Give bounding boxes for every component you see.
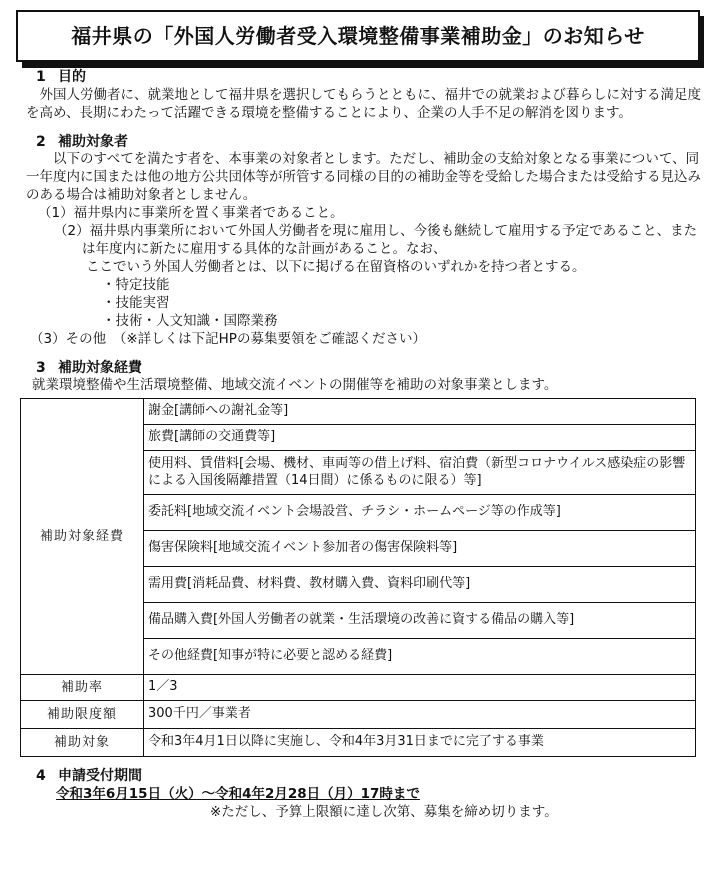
expense-item: 謝金[講師への謝礼金等] xyxy=(144,399,696,425)
limit-value: 300千円／事業者 xyxy=(144,701,696,729)
expense-label-cell: 補助対象経費 xyxy=(21,399,144,675)
condition-item-2: （2）福井県内事業所において外国人労働者を現に雇用し、今後も継続して雇用する予定であること、または年度内に新たに雇用する具体的な計画があること。なお、 xyxy=(54,222,698,257)
section-number: 2 xyxy=(36,133,46,150)
expense-item: 需用費[消耗品費、材料費、教材購入費、資料印刷代等] xyxy=(144,567,696,603)
expense-item: その他経費[知事が特に必要と認める経費] xyxy=(144,639,696,675)
title-banner xyxy=(16,10,700,62)
expense-item: 使用料、賃借料[会場、機材、車両等の借上げ料、宿泊費（新型コロナウイルス感染症の影響による入国後隔離措置（14日間）に係るものに限る）等] xyxy=(144,451,696,495)
section-text: 就業環境整備や生活環境整備、地域交流イベントの開催等を補助の対象事業とします。 xyxy=(32,377,558,394)
expense-item: 委託料[地域交流イベント会場設営、チラシ・ホームページ等の作成等] xyxy=(144,495,696,531)
expense-item: 傷害保険料[地域交流イベント参加者の傷害保険料等] xyxy=(144,531,696,567)
table-row xyxy=(21,701,696,729)
document-body xyxy=(26,68,702,832)
expense-item: 旅費[講師の交通費等] xyxy=(144,425,696,451)
section-heading xyxy=(26,767,702,786)
section-application-period xyxy=(26,767,702,822)
residence-status-item: ・技術・人文知識・国際業務 xyxy=(102,312,278,329)
section-expenses xyxy=(26,359,702,758)
condition-item-2-note: ここでいう外国人労働者とは、以下に掲げる在留資格のいずれかを持つ者とする。 xyxy=(86,258,586,275)
target-value: 令和3年4月1日以降に実施し、令和4年3月31日までに完了する事業 xyxy=(144,729,696,757)
section-title: 目的 xyxy=(58,69,86,85)
condition-item-1: （1）福井県内に事業所を置く事業者であること。 xyxy=(38,204,344,221)
rate-label: 補助率 xyxy=(21,675,144,701)
section-heading xyxy=(26,68,702,87)
section-heading xyxy=(26,359,702,378)
section-number: 3 xyxy=(36,359,46,376)
section-number: 1 xyxy=(36,69,46,85)
section-title: 申請受付期間 xyxy=(58,768,142,785)
section-title: 補助対象者 xyxy=(58,133,128,150)
section-number: 4 xyxy=(36,768,46,785)
table-row xyxy=(21,399,696,425)
application-period: 令和3年6月15日（火）～令和4年2月28日（月）17時まで xyxy=(56,785,420,802)
condition-item-3: （3）その他 （※詳しくは下記HPの募集要領をご確認ください） xyxy=(30,330,426,347)
residence-status-item: ・特定技能 xyxy=(102,276,170,293)
limit-label: 補助限度額 xyxy=(21,701,144,729)
section-text: 外国人労働者に、就業地として福井県を選択してもらうとともに、福井での就業および暮らしに対する満足度を高め、長期にわたって活躍できる環境を整備することにより、企業の人手不足の解消を図ります。 xyxy=(26,86,701,121)
deadline-note: ※ただし、予算上限額に達し次第、募集を締め切ります。 xyxy=(210,803,558,820)
section-text: 以下のすべてを満たす者を、本事業の対象者とします。ただし、補助金の支給対象となる事業について、同一年度内に国または他の地方公共団体等が所管する同様の目的の補助金等を受給した場合または受給する見込みのある場合は補助対象者としません。 xyxy=(26,151,701,204)
target-label: 補助対象 xyxy=(21,729,144,757)
section-purpose xyxy=(26,68,702,123)
table-row xyxy=(21,675,696,701)
table-row xyxy=(21,729,696,757)
section-title: 補助対象経費 xyxy=(58,359,142,376)
expense-table xyxy=(20,398,696,757)
section-heading xyxy=(26,133,702,152)
expense-item: 備品購入費[外国人労働者の就業・生活環境の改善に資する備品の購入等] xyxy=(144,603,696,639)
page-title: 福井県の「外国人労働者受入環境整備事業補助金」のお知らせ xyxy=(16,10,700,62)
section-eligibility xyxy=(26,133,702,349)
rate-value: 1／3 xyxy=(144,675,696,701)
residence-status-item: ・技能実習 xyxy=(102,294,170,311)
